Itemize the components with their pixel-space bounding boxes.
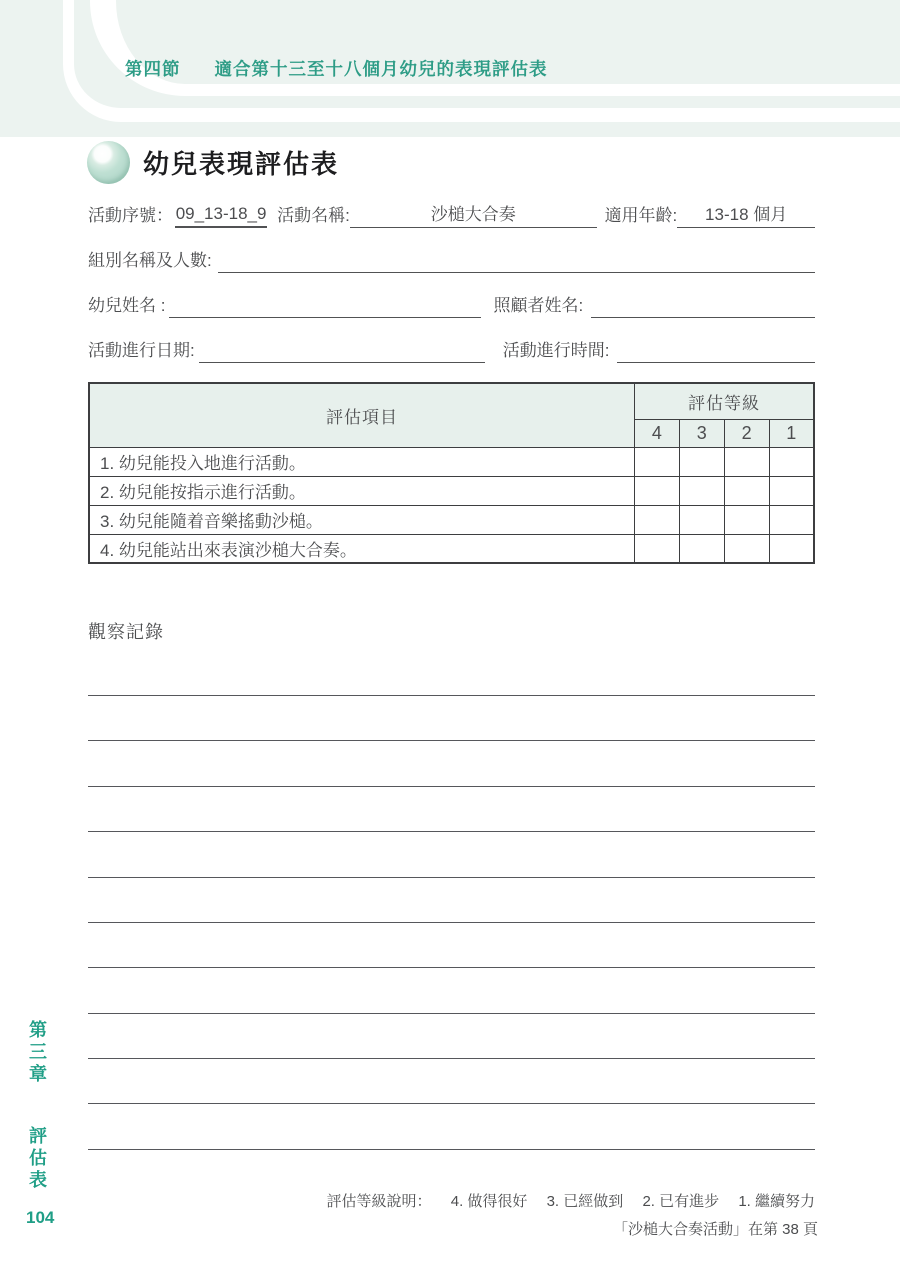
score-cell (724, 534, 769, 563)
section-number: 第四節 (125, 59, 181, 79)
writing-line (88, 1149, 815, 1150)
form-row-activity (88, 200, 815, 228)
assessment-item: 2. 幼兒能按指示進行活動。 (89, 476, 634, 505)
serial-label: 活動序號： (88, 206, 173, 225)
table-row (89, 505, 814, 534)
score-cell (634, 447, 679, 476)
time-label: 活動進行時間: (502, 341, 610, 360)
chapter-section-label: 評估表 (27, 1126, 47, 1192)
table-row (89, 534, 814, 563)
rating-column-header: 評估等級 (634, 383, 814, 419)
writing-line (88, 740, 815, 741)
form-row-datetime (88, 336, 815, 363)
activity-page-reference: 「沙槌大合奏活動」在第 38 頁 (612, 1221, 818, 1238)
writing-line (88, 922, 815, 923)
score-cell (679, 505, 724, 534)
caregiver-blank-line (591, 294, 815, 318)
rating-legend (327, 1190, 815, 1211)
section-title: 適合第十三至十八個月幼兒的表現評估表 (214, 59, 548, 79)
legend-item: 1. 繼續努力 (738, 1193, 815, 1210)
writing-line (88, 831, 815, 832)
legend-item: 4. 做得很好 (450, 1193, 528, 1210)
writing-line (88, 1013, 815, 1014)
page-title-row (87, 141, 339, 184)
level-2-header: 2 (724, 419, 769, 447)
form-row-names (88, 291, 815, 318)
assessment-item: 4. 幼兒能站出來表演沙槌大合奏。 (89, 534, 634, 563)
legend-item: 2. 已有進步 (642, 1193, 720, 1210)
assessment-item: 1. 幼兒能投入地進行活動。 (89, 447, 634, 476)
section-header-text (125, 56, 548, 81)
child-name-label: 幼兒姓名 : (88, 296, 166, 315)
score-cell (634, 505, 679, 534)
table-row (89, 447, 814, 476)
activity-name-value: 沙槌大合奏 (350, 200, 597, 228)
writing-line (88, 967, 815, 968)
score-cell (634, 534, 679, 563)
writing-line (88, 1103, 815, 1104)
date-label: 活動進行日期: (88, 341, 195, 360)
group-blank-line (218, 249, 815, 273)
age-value: 13-18 個月 (677, 200, 815, 228)
score-cell (679, 476, 724, 505)
child-name-blank-line (169, 294, 481, 318)
writing-line (88, 877, 815, 878)
group-label: 組別名稱及人數: (88, 251, 212, 270)
date-blank-line (199, 339, 485, 363)
score-cell (769, 505, 814, 534)
table-header-row (89, 383, 814, 419)
legend-item: 3. 已經做到 (546, 1193, 624, 1210)
form-row-group (88, 246, 815, 273)
ball-icon (87, 141, 130, 184)
score-cell (679, 447, 724, 476)
legend-label: 評估等級說明： (326, 1193, 432, 1210)
assessment-item: 3. 幼兒能隨着音樂搖動沙槌。 (89, 505, 634, 534)
chapter-label: 第三章 (27, 1020, 47, 1086)
level-3-header: 3 (679, 419, 724, 447)
assessment-table (88, 382, 815, 564)
item-column-header: 評估項目 (89, 383, 634, 447)
page-title: 幼兒表現評估表 (143, 149, 340, 179)
score-cell (679, 534, 724, 563)
score-cell (724, 476, 769, 505)
score-cell (769, 476, 814, 505)
table-row (89, 476, 814, 505)
writing-line (88, 695, 815, 696)
serial-value: 09_13-18_9 (175, 204, 267, 228)
score-cell (769, 534, 814, 563)
chapter-tab (28, 1020, 46, 1192)
observation-label: 觀察記錄 (88, 622, 164, 642)
page-number: 104 (26, 1208, 55, 1227)
header-curve-inner (90, 0, 900, 96)
score-cell (724, 505, 769, 534)
time-blank-line (617, 339, 815, 363)
writing-line (88, 786, 815, 787)
level-4-header: 4 (634, 419, 679, 447)
level-1-header: 1 (769, 419, 814, 447)
score-cell (769, 447, 814, 476)
activity-name-label: 活動名稱: (277, 206, 350, 225)
age-label: 適用年齡: (604, 206, 678, 225)
writing-line (88, 1058, 815, 1059)
score-cell (724, 447, 769, 476)
score-cell (634, 476, 679, 505)
section-header-band (0, 0, 900, 137)
caregiver-label: 照顧者姓名: (493, 296, 584, 315)
